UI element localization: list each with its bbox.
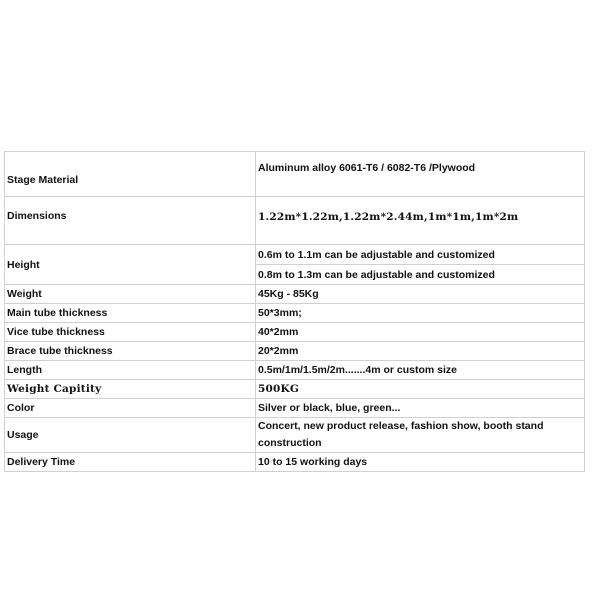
row-label: Height (5, 245, 256, 285)
row-value: 1.22m*1.22m,1.22m*2.44m,1m*1m,1m*2m (256, 197, 585, 245)
row-label: Weight Capitity (5, 380, 256, 399)
row-value: Aluminum alloy 6061-T6 / 6082-T6 /Plywood (256, 152, 585, 197)
row-value: 0.8m to 1.3m can be adjustable and customized (256, 265, 585, 285)
table-row (5, 399, 585, 418)
table-row (5, 453, 585, 472)
table-row (5, 152, 585, 197)
row-label: Stage Material (5, 152, 256, 197)
row-label: Dimensions (5, 197, 256, 245)
row-label: Length (5, 361, 256, 380)
row-value: Silver or black, blue, green... (256, 399, 585, 418)
row-label: Delivery Time (5, 453, 256, 472)
row-label: Weight (5, 285, 256, 304)
row-value: 0.6m to 1.1m can be adjustable and customized (256, 245, 585, 265)
row-label: Usage (5, 418, 256, 453)
row-label: Vice tube thickness (5, 323, 256, 342)
row-value: 20*2mm (256, 342, 585, 361)
table-row (5, 304, 585, 323)
row-label: Brace tube thickness (5, 342, 256, 361)
row-value: 50*3mm; (256, 304, 585, 323)
table-row (5, 361, 585, 380)
table-row (5, 197, 585, 245)
row-value: Concert, new product release, fashion show, booth stand construction (256, 418, 585, 453)
row-value: 0.5m/1m/1.5m/2m.......4m or custom size (256, 361, 585, 380)
table-row (5, 323, 585, 342)
table-row (5, 245, 585, 265)
table-row (5, 285, 585, 304)
table-row (5, 418, 585, 453)
spec-table (4, 151, 585, 472)
row-label: Color (5, 399, 256, 418)
row-value: 10 to 15 working days (256, 453, 585, 472)
row-label: Main tube thickness (5, 304, 256, 323)
row-value: 40*2mm (256, 323, 585, 342)
row-value: 500KG (256, 380, 585, 399)
table-row (5, 380, 585, 399)
table-row (5, 342, 585, 361)
row-value: 45Kg - 85Kg (256, 285, 585, 304)
